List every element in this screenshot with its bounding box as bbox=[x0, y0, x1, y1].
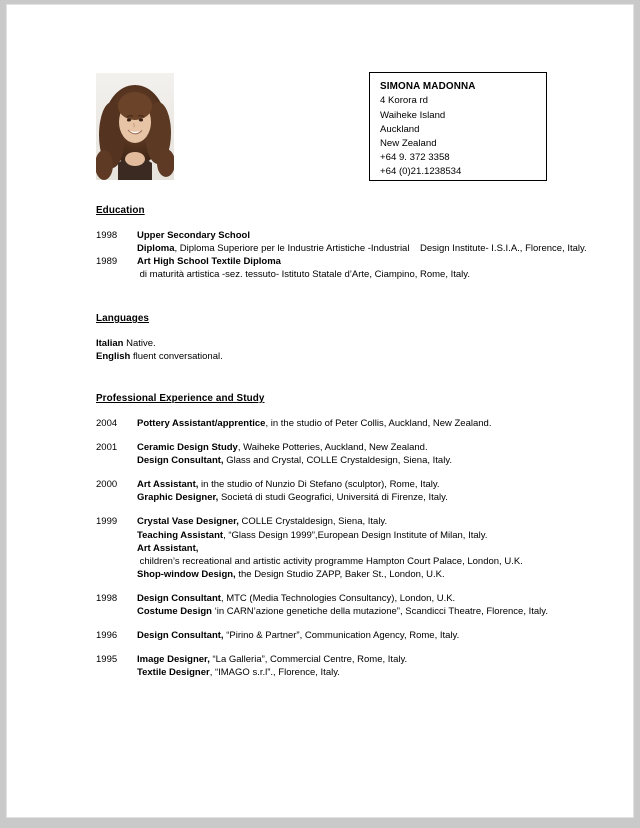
role-detail: , Waiheke Potteries, Auckland, New Zealand. bbox=[237, 442, 428, 454]
role-title: Teaching Assistant bbox=[137, 529, 224, 541]
contact-phone-mobile: +64 (0)21.1238534 bbox=[380, 166, 462, 178]
experience-entry-list bbox=[96, 417, 556, 679]
language-name: Italian bbox=[96, 338, 124, 349]
entry-line bbox=[137, 542, 556, 568]
education-entry bbox=[96, 255, 556, 281]
role-title: Crystal Vase Designer, bbox=[137, 516, 239, 528]
language-entry bbox=[96, 337, 556, 350]
contact-phone-landline: +64 9. 372 3358 bbox=[380, 152, 450, 164]
entry-line bbox=[137, 454, 556, 467]
entry-line bbox=[137, 629, 556, 642]
role-detail: “Pirino & Partner”, Communication Agency, Rome, Italy. bbox=[223, 630, 460, 642]
role-title: Design Consultant bbox=[137, 592, 221, 604]
role-title: Design Consultant, bbox=[137, 630, 224, 642]
role-detail: in the studio of Nunzio Di Stefano (sculptor), Rome, Italy. bbox=[198, 479, 440, 491]
entry-year: 1989 bbox=[96, 256, 118, 268]
role-detail: , “Glass Design 1999”,European Design Institute of Milan, Italy. bbox=[223, 529, 488, 541]
contact-name: SIMONA MADONNA bbox=[380, 81, 476, 92]
role-detail: children’s recreational and artistic activity programme Hampton Court Palace, London, U.K. bbox=[137, 555, 523, 567]
entry-year: 2004 bbox=[96, 418, 118, 429]
education-entry bbox=[96, 229, 587, 255]
role-detail: “La Galleria”, Commercial Centre, Rome, Italy. bbox=[209, 654, 408, 666]
entry-line bbox=[137, 529, 556, 542]
qualification-detail: di maturità artistica -sez. tessuto- Istituto Statale d’Arte, Ciampino, Rome, Italy. bbox=[137, 269, 470, 281]
qualification-title: Art High School Textile Diploma bbox=[137, 256, 281, 268]
contact-address-line: Auckland bbox=[380, 123, 420, 135]
entry-year: 1998 bbox=[96, 592, 118, 604]
entry-line bbox=[137, 666, 556, 679]
entry-line bbox=[137, 229, 587, 255]
entry-line bbox=[137, 605, 556, 618]
resume-page bbox=[6, 4, 634, 818]
portrait-photo bbox=[96, 73, 174, 180]
entry-year: 1998 bbox=[96, 230, 118, 241]
contact-address-line: New Zealand bbox=[380, 138, 437, 150]
experience-entry bbox=[96, 417, 556, 430]
experience-entry bbox=[96, 629, 556, 642]
role-detail: , “IMAGO s.r.l”., Florence, Italy. bbox=[209, 667, 340, 679]
role-title: Textile Designer bbox=[137, 667, 210, 679]
role-detail: ‘in CARN’azione genetiche della mutazione”, Scandicci Theatre, Florence, Italy. bbox=[211, 606, 548, 618]
entry-line bbox=[137, 441, 556, 454]
languages-list bbox=[96, 337, 556, 363]
contact-address-line: 4 Korora rd bbox=[380, 95, 428, 107]
experience-entry bbox=[96, 592, 556, 618]
entry-line bbox=[137, 592, 556, 605]
language-proficiency: Native. bbox=[123, 338, 156, 349]
entry-year: 1996 bbox=[96, 630, 118, 642]
role-title: Shop-window Design, bbox=[137, 568, 236, 580]
languages-heading: Languages bbox=[96, 313, 150, 324]
experience-section bbox=[96, 393, 556, 679]
entry-line bbox=[137, 568, 556, 581]
experience-entry bbox=[96, 441, 556, 467]
entry-year: 1995 bbox=[96, 654, 118, 666]
contact-address-line: Waiheke Island bbox=[380, 109, 446, 121]
role-title: Costume Design bbox=[137, 606, 212, 618]
experience-entry bbox=[96, 515, 556, 580]
qualification-title: Upper Secondary School Diploma bbox=[137, 230, 250, 255]
role-detail: Societá di studi Geografici, Universitá di Firenze, Italy. bbox=[218, 492, 448, 504]
role-title: Graphic Designer, bbox=[137, 492, 219, 504]
education-heading: Education bbox=[96, 205, 145, 216]
entry-body bbox=[137, 229, 587, 255]
entry-line bbox=[137, 515, 556, 528]
language-proficiency: fluent conversational. bbox=[130, 351, 223, 363]
role-title: Pottery Assistant/apprentice bbox=[137, 418, 266, 429]
resume-header bbox=[7, 5, 633, 185]
entry-line bbox=[137, 653, 556, 666]
contact-details-box bbox=[369, 72, 547, 181]
experience-entry bbox=[96, 653, 556, 679]
entry-year: 2000 bbox=[96, 479, 118, 491]
entry-body bbox=[137, 515, 556, 580]
role-title: Design Consultant, bbox=[137, 455, 224, 467]
role-detail: COLLE Crystaldesign, Siena, Italy. bbox=[238, 516, 388, 528]
qualification-detail: , Diploma Superiore per le Industrie Artistiche -Industrial Design Institute- I.S.I.A., Florence, Italy. bbox=[174, 243, 587, 255]
education-section bbox=[96, 205, 587, 281]
entry-year: 1999 bbox=[96, 516, 118, 528]
experience-entry bbox=[96, 478, 556, 504]
role-detail: the Design Studio ZAPP, Baker St., London, U.K. bbox=[235, 568, 445, 580]
entry-line bbox=[137, 417, 556, 430]
experience-heading: Professional Experience and Study bbox=[96, 393, 265, 404]
languages-section bbox=[96, 313, 556, 363]
entry-body bbox=[137, 629, 556, 642]
role-title: Art Assistant, bbox=[137, 479, 199, 491]
role-detail: , in the studio of Peter Collis, Auckland, New Zealand. bbox=[265, 418, 492, 429]
entry-body bbox=[137, 417, 556, 430]
entry-body bbox=[137, 653, 556, 679]
entry-line bbox=[137, 478, 556, 491]
education-entry-list bbox=[96, 229, 587, 281]
role-title: Ceramic Design Study bbox=[137, 442, 238, 454]
entry-line bbox=[137, 491, 556, 504]
entry-body bbox=[137, 255, 556, 281]
role-detail: , MTC (Media Technologies Consultancy), London, U.K. bbox=[220, 592, 456, 604]
entry-year: 2001 bbox=[96, 442, 118, 454]
role-title: Image Designer, bbox=[137, 654, 210, 666]
entry-body bbox=[137, 592, 556, 618]
entry-body bbox=[137, 441, 556, 467]
entry-line bbox=[137, 255, 556, 281]
language-entry bbox=[96, 350, 556, 363]
role-title: Art Assistant, bbox=[137, 542, 199, 554]
entry-body bbox=[137, 478, 556, 504]
language-name: English bbox=[96, 351, 131, 363]
portrait-photo-image bbox=[96, 73, 174, 180]
role-detail: Glass and Crystal, COLLE Crystaldesign, Siena, Italy. bbox=[223, 455, 453, 467]
